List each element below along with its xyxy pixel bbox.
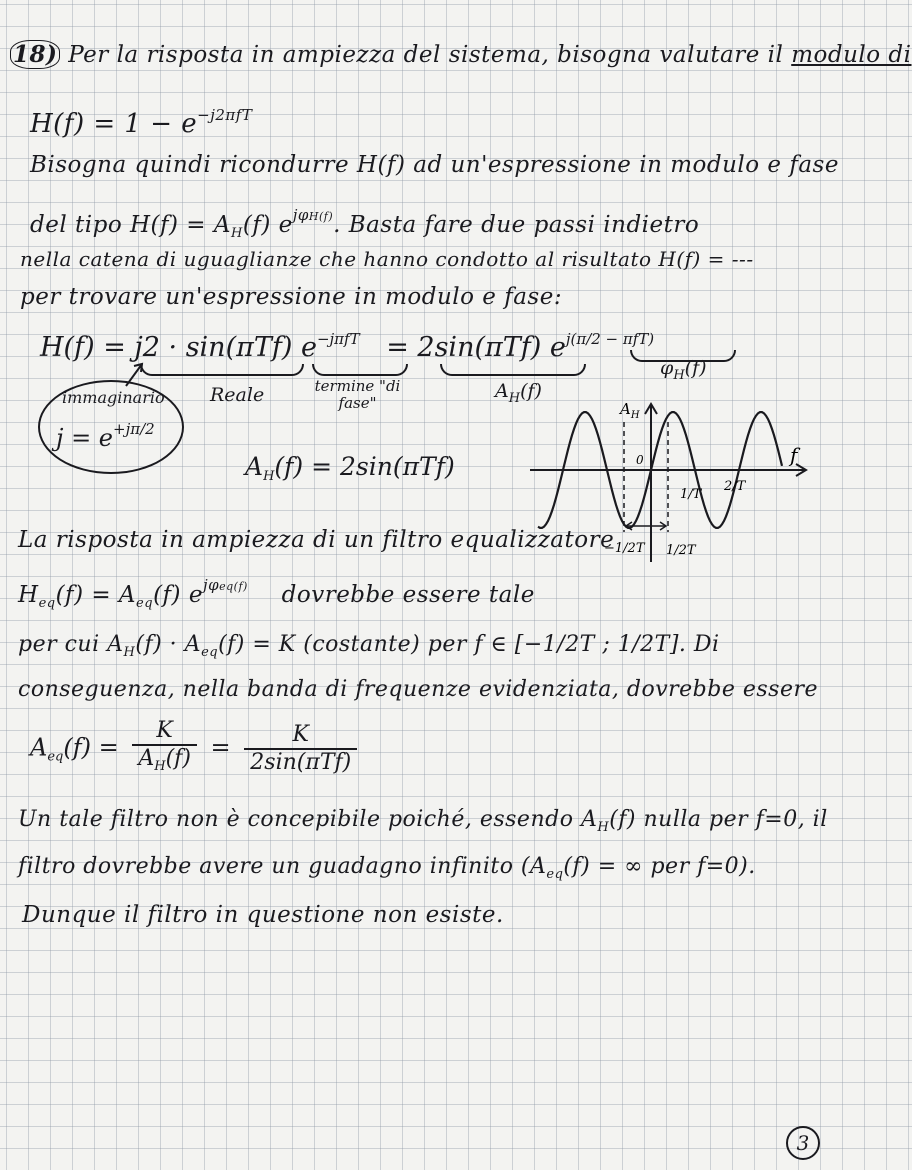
tick-label-1T: 1/T [680, 487, 702, 502]
text-line-9: per cui $A_H(f) \cdot A_{eq}(f) = K$ (costante) per f ∈ [−1/2T ; 1/2T]. Di [18, 632, 720, 660]
text-line-13: Dunque il filtro in questione non esiste. [22, 902, 504, 928]
tick-label-pos-half: 1/2T [666, 543, 696, 558]
tick-label-neg-half: −1/2T [604, 541, 645, 556]
text-line-12: filtro dovrebbe avere un guadagno infinito ($A_{eq}(f)$ = ∞ per f=0). [18, 854, 756, 882]
x-axis-label: f [790, 443, 798, 467]
underlined-modulo: modulo di [791, 42, 912, 68]
fraction-k-over-ah: $\frac{K}{A_H(f)}$ [132, 718, 197, 780]
brace-ah [440, 364, 586, 376]
origin-label: 0 [636, 453, 644, 467]
label-reale: Reale [210, 384, 265, 406]
fraction-k-over-sin: $\frac{K}{\text{2sin(πTf)}}$ [244, 722, 357, 776]
hf-definition: $H(f) = 1 - e^{-j2\pi fT}$ [30, 106, 253, 139]
brace-reale [140, 364, 304, 376]
aeq-equation: $A_{eq}(f)$ = $\frac{K}{A_H(f)}$ = $\frac{K}{\text{2sin(πTf)}}$ [30, 718, 363, 780]
text-line-3: Bisogna quindi ricondurre H(f) ad un'espressione in modulo e fase [30, 152, 839, 178]
label-phi: $\varphi_H(f)$ [660, 357, 707, 383]
ah-equation: $A_H(f) = 2\sin(\pi Tf)$ [245, 452, 455, 484]
text-line-10: conseguenza, nella banda di frequenze evidenziata, dovrebbe essere [18, 677, 819, 702]
text-line-6: per trovare un'espressione in modulo e fase: [20, 284, 563, 310]
label-ah: $A_H(f)$ [495, 380, 542, 406]
j-equation: $j = e^{+j\pi/2}$ [56, 420, 155, 452]
arrow-icon [120, 358, 150, 390]
main-equation: H(f) = j2 · sin(πTf) $e^{-j\pi fT} = 2\sin(\pi Tf)$ $e^{j(\pi/2 - \pi fT)}$ [40, 330, 655, 363]
problem-heading-line [10, 40, 912, 70]
text-line-5: nella catena di uguaglianze che hanno condotto al risultato H(f) = --- [20, 247, 754, 271]
text-line-4: del tipo $H(f) = A_H(f)$ $e^{j\varphi H(f)}$. Basta fare due passi indietro [30, 206, 700, 241]
problem-number: 18) [10, 40, 60, 69]
page-number: 3 [786, 1126, 820, 1160]
text-line-11: Un tale filtro non è concepibile poiché, essendo $A_H(f)$ nulla per f=0, il [18, 807, 828, 835]
tick-label-2T: 2/T [724, 479, 746, 494]
label-termine-di-fase: termine "di fase" [314, 377, 401, 412]
text-line-7: La risposta in ampiezza di un filtro equalizzatore [18, 527, 615, 553]
text-line-8: $H_{eq}(f) = A_{eq}(f)$ $e^{j\varphi eq(f)}$ dovrebbe essere tale [18, 576, 535, 611]
y-axis-label: $A_H$ [620, 400, 640, 421]
text-line-1: Per la risposta in ampiezza del sistema, bisogna valutare il [68, 42, 784, 68]
brace-fase [312, 364, 408, 376]
label-immaginario: immaginario [62, 388, 165, 407]
